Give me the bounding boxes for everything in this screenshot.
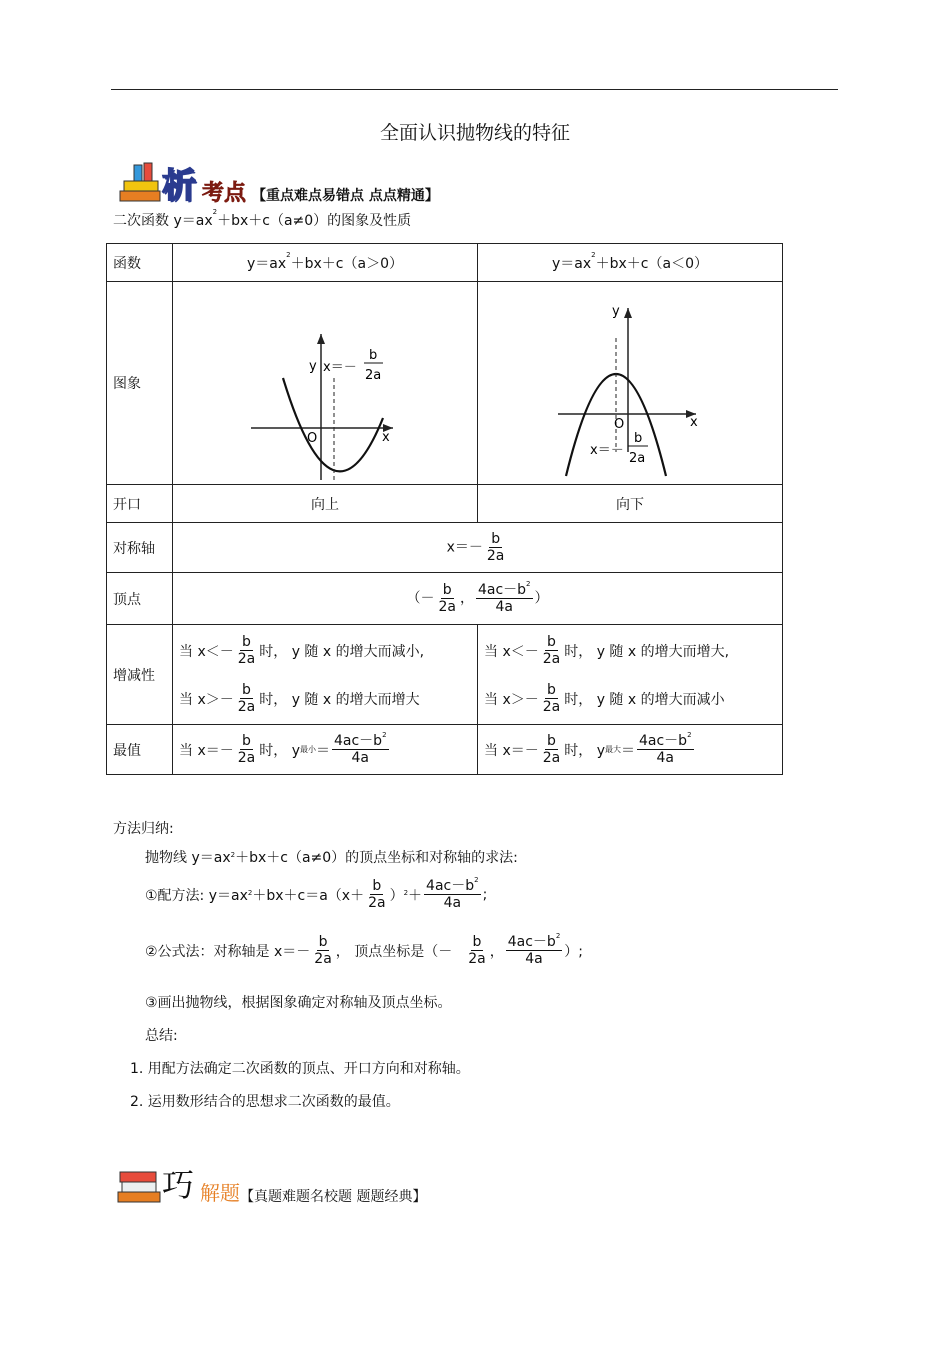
mono-left: 当 x＜－ $\frac{b}{2a}$ 时， y 随 x 的增大而减小, 当 x＞－ $\frac{b}{2a}$ 时， y 随 x 的增大而增大 [173, 625, 478, 725]
method-heading: 方法归纳: [113, 821, 174, 837]
row-label: 函数 [107, 244, 173, 282]
table-row [107, 523, 783, 573]
axis-label: x＝－ [323, 360, 357, 375]
row-label: 顶点 [107, 573, 173, 625]
header-rule [111, 89, 838, 90]
open-left: 向上 [173, 485, 478, 523]
section-banner-solve [116, 1160, 426, 1206]
func-left: $y=ax^2+bx+c(a>0)$ [173, 244, 478, 282]
table-row [107, 625, 783, 725]
method-line-0: 抛物线 y＝ax $^2$ ＋bx＋c（a≠0）的顶点坐标和对称轴的求法: [145, 850, 518, 866]
table-row [107, 573, 783, 625]
summary-heading: 总结: [145, 1028, 178, 1044]
frac-den: 2a [365, 368, 382, 383]
y-label: y [612, 304, 620, 319]
parabola-curve [283, 378, 383, 471]
table-row [107, 282, 783, 485]
method-line-1: ①配方法: y＝ax $^2$ ＋bx＋c＝a（x＋ $\frac{b}{2a}$ ） $^2$ ＋ $\frac{4ac-b^2}{4a}$ ; [145, 876, 488, 912]
frac-num: b [369, 348, 378, 363]
section-banner-analysis [118, 158, 439, 207]
banner-small-text: 考点 [202, 180, 247, 206]
row-label: 对称轴 [107, 523, 173, 573]
x-label: x [690, 415, 698, 430]
summary-item-1: 1. 用配方法确定二次函数的顶点、开口方向和对称轴。 [130, 1061, 470, 1077]
frac-num: b [634, 431, 643, 446]
graph-upward [173, 282, 478, 485]
origin-label: O [614, 417, 625, 432]
parabola-down-figure [478, 282, 782, 480]
row-label: 最值 [107, 725, 173, 775]
banner-note: 【真题难题名校题 题题经典】 [240, 1189, 427, 1205]
banner-big-char: 析 [162, 166, 196, 206]
parabola-up-figure [173, 282, 477, 480]
frac-den: 2a [629, 451, 646, 466]
max-right: 当 x＝－ $\frac{b}{2a}$ 时， y 最大 ＝ $\frac{4ac-b^2}{4a}$ [478, 725, 783, 775]
row-label: 开口 [107, 485, 173, 523]
table-row [107, 244, 783, 282]
y-arrow-icon [317, 334, 325, 344]
method-line-2: ②公式法：对称轴是 x＝－ $\frac{b}{2a}$ ， 顶点坐标是（－ $\frac{b}{2a}$ ， $\frac{4ac-b^2}{4a}$ ）; [145, 932, 584, 968]
open-right: 向下 [478, 485, 783, 523]
func-right: $y=ax^2+bx+c(a<0)$ [478, 244, 783, 282]
axis-label: x＝－ [590, 443, 624, 458]
table-row [107, 485, 783, 523]
row-label: 增减性 [107, 625, 173, 725]
banner-big-char: 巧 [162, 1166, 195, 1204]
origin-label: O [307, 431, 318, 446]
axis-cell: x＝－ $\frac{b}{2a}$ [173, 523, 783, 573]
table-row [107, 725, 783, 775]
mono-right: 当 x＜－ $\frac{b}{2a}$ 时， y 随 x 的增大而增大, 当 x＞－ $\frac{b}{2a}$ 时， y 随 x 的增大而减小 [478, 625, 783, 725]
books-icon [118, 161, 162, 207]
graph-downward [478, 282, 783, 485]
row-label: 图象 [107, 282, 173, 485]
intro-line: 二次函数 $y=ax^2+bx+c(a\ne 0)$的图象及性质 [113, 208, 412, 229]
max-left: 当 x＝－ $\frac{b}{2a}$ 时， y 最小 ＝ $\frac{4ac-b^2}{4a}$ [173, 725, 478, 775]
books-icon [116, 1168, 162, 1206]
x-label: x [382, 430, 390, 445]
method-line-3: ③画出抛物线，根据图象确定对称轴及顶点坐标。 [145, 995, 452, 1011]
vertex-cell: （－ $\frac{b}{2a}$ ， $\frac{4ac-b^2}{4a}$ ） [173, 573, 783, 625]
banner-small-text: 解题 [200, 1181, 241, 1205]
y-label: y [309, 359, 317, 374]
summary-item-2: 2. 运用数形结合的思想求二次函数的最值。 [130, 1094, 400, 1110]
properties-table [106, 243, 783, 775]
y-arrow-icon [624, 308, 632, 318]
page-title: 全面认识抛物线的特征 [379, 122, 570, 144]
banner-note: 【重点难点易错点 点点精通】 [252, 188, 439, 204]
